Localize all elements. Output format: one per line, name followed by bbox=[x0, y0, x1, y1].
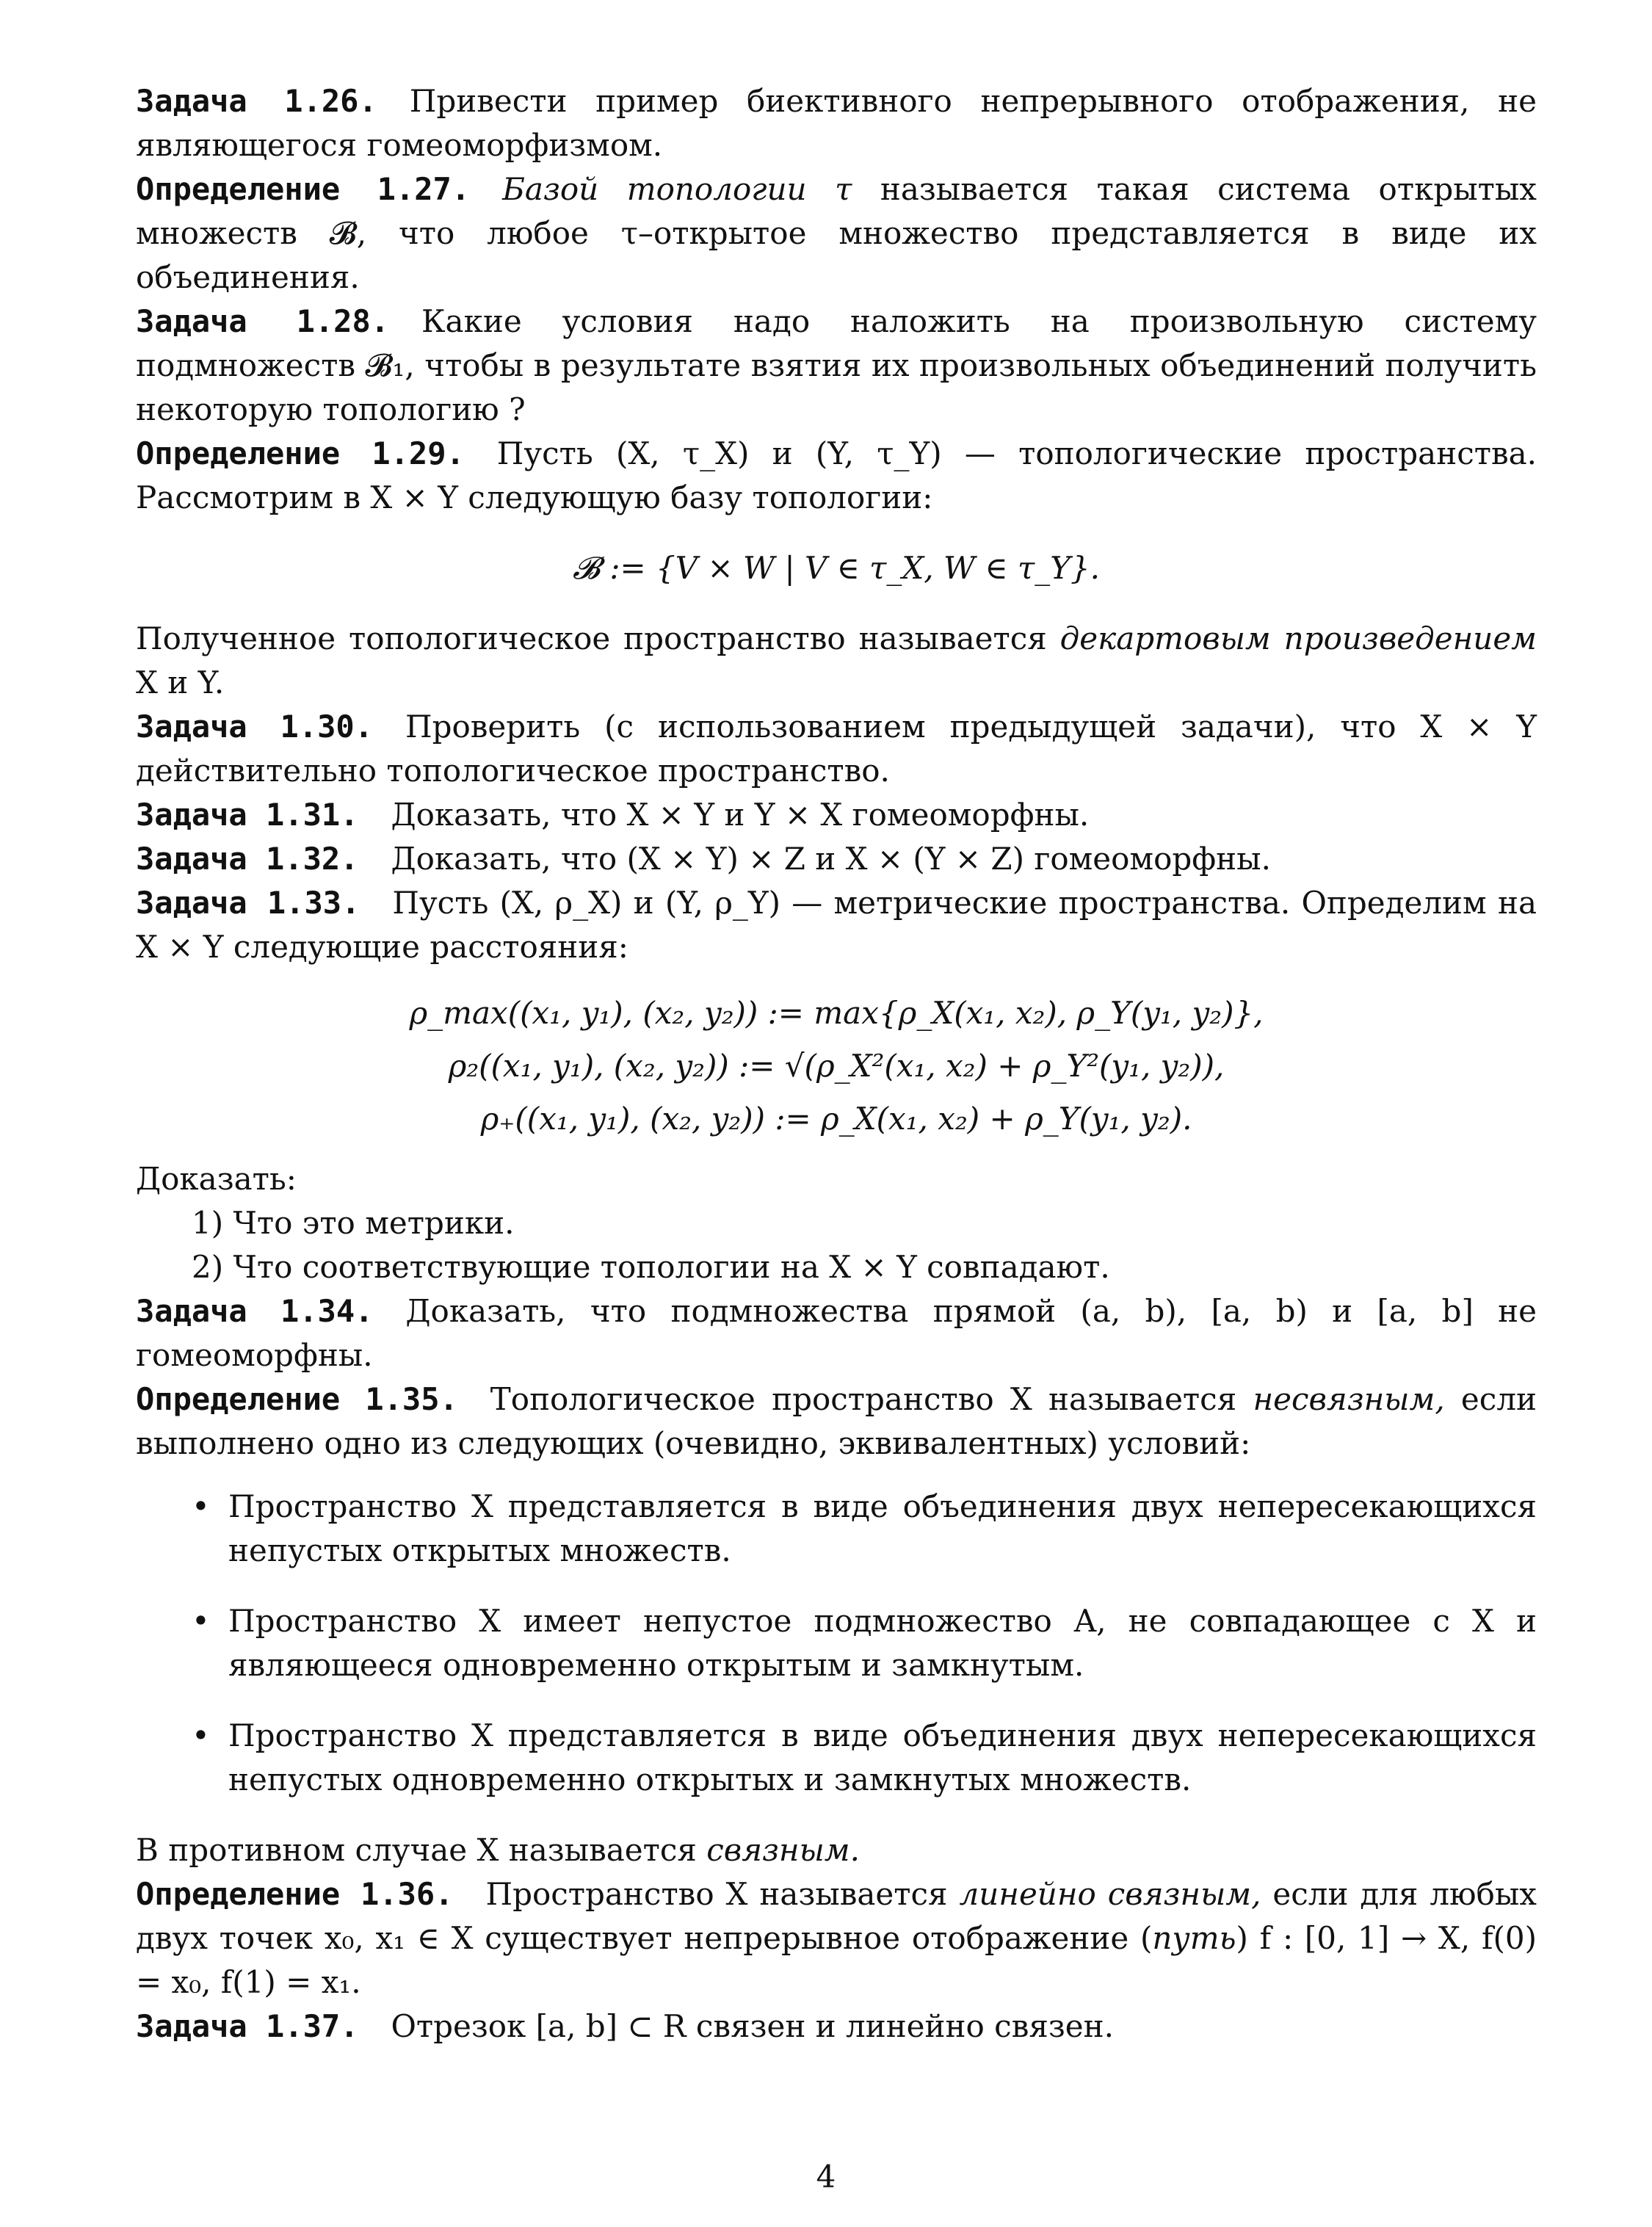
condition-item bbox=[136, 1485, 1537, 1573]
prove-item-1: 1) Что это метрики. bbox=[192, 1205, 515, 1241]
definition-text: называется такая система открытых множеств 𝓑, что любое τ–открытое множество представляется в виде их объединения. bbox=[136, 171, 1537, 295]
page-content bbox=[136, 79, 1537, 2049]
definition-label: Определение 1.29. bbox=[136, 435, 465, 471]
defined-term: линейно связным, bbox=[959, 1876, 1261, 1912]
defined-term: Базой топологии τ bbox=[502, 171, 852, 207]
problem-label: Задача 1.33. bbox=[136, 885, 361, 921]
bullet-icon: • bbox=[192, 1603, 210, 1639]
definition-text: Пусть (X, τ_X) и (Y, τ_Y) — топологические пространства. Рассмотрим в X × Y следующую базу топологии: bbox=[136, 435, 1537, 515]
prove-heading: Доказать: bbox=[136, 1161, 297, 1197]
product-term: декартовым произведением bbox=[1059, 620, 1537, 656]
definition-label: Определение 1.27. bbox=[136, 171, 471, 207]
defined-term: несвязным, bbox=[1253, 1381, 1445, 1417]
problem-1-26 bbox=[136, 79, 1537, 167]
conditions-list bbox=[136, 1485, 1537, 1802]
problem-label: Задача 1.32. bbox=[136, 841, 359, 877]
product-text-before: Полученное топологическое пространство называется bbox=[136, 620, 1060, 656]
problem-text: Пусть (X, ρ_X) и (Y, ρ_Y) — метрические пространства. Определим на X × Y следующие расстояния: bbox=[136, 885, 1537, 965]
condition-text: Пространство X представляется в виде объединения двух непересекающихся непустых открытых множеств. bbox=[228, 1488, 1537, 1568]
problem-label: Задача 1.26. bbox=[136, 83, 377, 119]
condition-item bbox=[136, 1714, 1537, 1802]
formula-base: 𝓑 := {V × W | V ∈ τ_X, W ∈ τ_Y}. bbox=[572, 550, 1100, 586]
metric-formulas bbox=[136, 987, 1537, 1145]
prove-item-2: 2) Что соответствующие топологии на X × Y совпадают. bbox=[192, 1249, 1110, 1285]
condition-text: Пространство X имеет непустое подмножество A, не совпадающее с X и являющееся одновременно открытым и замкнутым. bbox=[228, 1603, 1537, 1683]
problem-text: Какие условия надо наложить на произвольную систему подмножеств 𝓑₁, чтобы в результате взятия их произвольных объединений получить некоторую топологию ? bbox=[136, 303, 1537, 427]
problem-text: Доказать, что подмножества прямой (a, b), [a, b) и [a, b] не гомеоморфны. bbox=[136, 1293, 1537, 1373]
formula-rho-plus: ρ₊((x₁, y₁), (x₂, y₂)) := ρ_X(x₁, x₂) + ρ_Y(y₁, y₂). bbox=[480, 1101, 1192, 1137]
page-number: 4 bbox=[816, 2159, 836, 2195]
definition-1-29 bbox=[136, 432, 1537, 520]
problem-text: Отрезок [a, b] ⊂ R связен и линейно связен. bbox=[391, 2008, 1114, 2044]
problem-text: Доказать, что (X × Y) × Z и X × (Y × Z) гомеоморфны. bbox=[391, 841, 1271, 877]
formula-rho-2: ρ₂((x₁, y₁), (x₂, y₂)) := √(ρ_X²(x₁, x₂) + ρ_Y²(y₁, y₂)), bbox=[448, 1048, 1225, 1084]
problem-1-30 bbox=[136, 705, 1537, 793]
product-text-after: X и Y. bbox=[136, 665, 225, 700]
problem-1-34 bbox=[136, 1289, 1537, 1377]
defined-term-path: путь bbox=[1152, 1920, 1236, 1956]
problem-1-37 bbox=[136, 2005, 1537, 2049]
definition-1-36 bbox=[136, 1872, 1537, 2005]
problem-text: Привести пример биективного непрерывного отображения, не являющегося гомеоморфизмом. bbox=[136, 83, 1537, 163]
definition-1-35 bbox=[136, 1377, 1537, 1466]
definition-text-before: Пространство X называется bbox=[485, 1876, 960, 1912]
problem-1-28 bbox=[136, 300, 1537, 432]
problem-label: Задача 1.34. bbox=[136, 1293, 374, 1329]
product-definition bbox=[136, 617, 1537, 705]
definition-1-27 bbox=[136, 167, 1537, 300]
bullet-icon: • bbox=[192, 1717, 210, 1753]
problem-1-32 bbox=[136, 837, 1537, 881]
condition-text: Пространство X представляется в виде объединения двух непересекающихся непустых одновременно открытых и замкнутых множеств. bbox=[228, 1717, 1537, 1797]
problem-label: Задача 1.28. bbox=[136, 303, 390, 339]
problem-text: Проверить (с использованием предыдущей задачи), что X × Y действительно топологическое пространство. bbox=[136, 709, 1537, 789]
definition-label: Определение 1.35. bbox=[136, 1381, 458, 1417]
problem-label: Задача 1.30. bbox=[136, 709, 373, 745]
definition-text-middle: если для любых двух точек x₀, x₁ ∈ X существует непрерывное отображение ( bbox=[136, 1876, 1537, 1956]
problem-text: Доказать, что X × Y и Y × X гомеоморфны. bbox=[391, 797, 1090, 833]
definition-text-after: ) f : [0, 1] → X, f(0) = x₀, f(1) = x₁. bbox=[136, 1920, 1537, 2000]
definition-label: Определение 1.36. bbox=[136, 1876, 454, 1912]
definition-text-before: Топологическое пространство X называется bbox=[490, 1381, 1253, 1417]
condition-item bbox=[136, 1599, 1537, 1687]
problem-1-33 bbox=[136, 881, 1537, 969]
problem-label: Задача 1.37. bbox=[136, 2008, 359, 2044]
definition-text-after: если выполнено одно из следующих (очевидно, эквивалентных) условий: bbox=[136, 1381, 1537, 1461]
problem-label: Задача 1.31. bbox=[136, 797, 359, 833]
otherwise-sentence bbox=[136, 1828, 1537, 1872]
otherwise-text: В противном случае X называется bbox=[136, 1832, 707, 1868]
bullet-icon: • bbox=[192, 1488, 210, 1524]
formula-rho-max: ρ_max((x₁, y₁), (x₂, y₂)) := max{ρ_X(x₁, x₂), ρ_Y(y₁, y₂)}, bbox=[409, 995, 1264, 1031]
problem-1-31 bbox=[136, 793, 1537, 837]
otherwise-term: связным. bbox=[706, 1832, 860, 1868]
